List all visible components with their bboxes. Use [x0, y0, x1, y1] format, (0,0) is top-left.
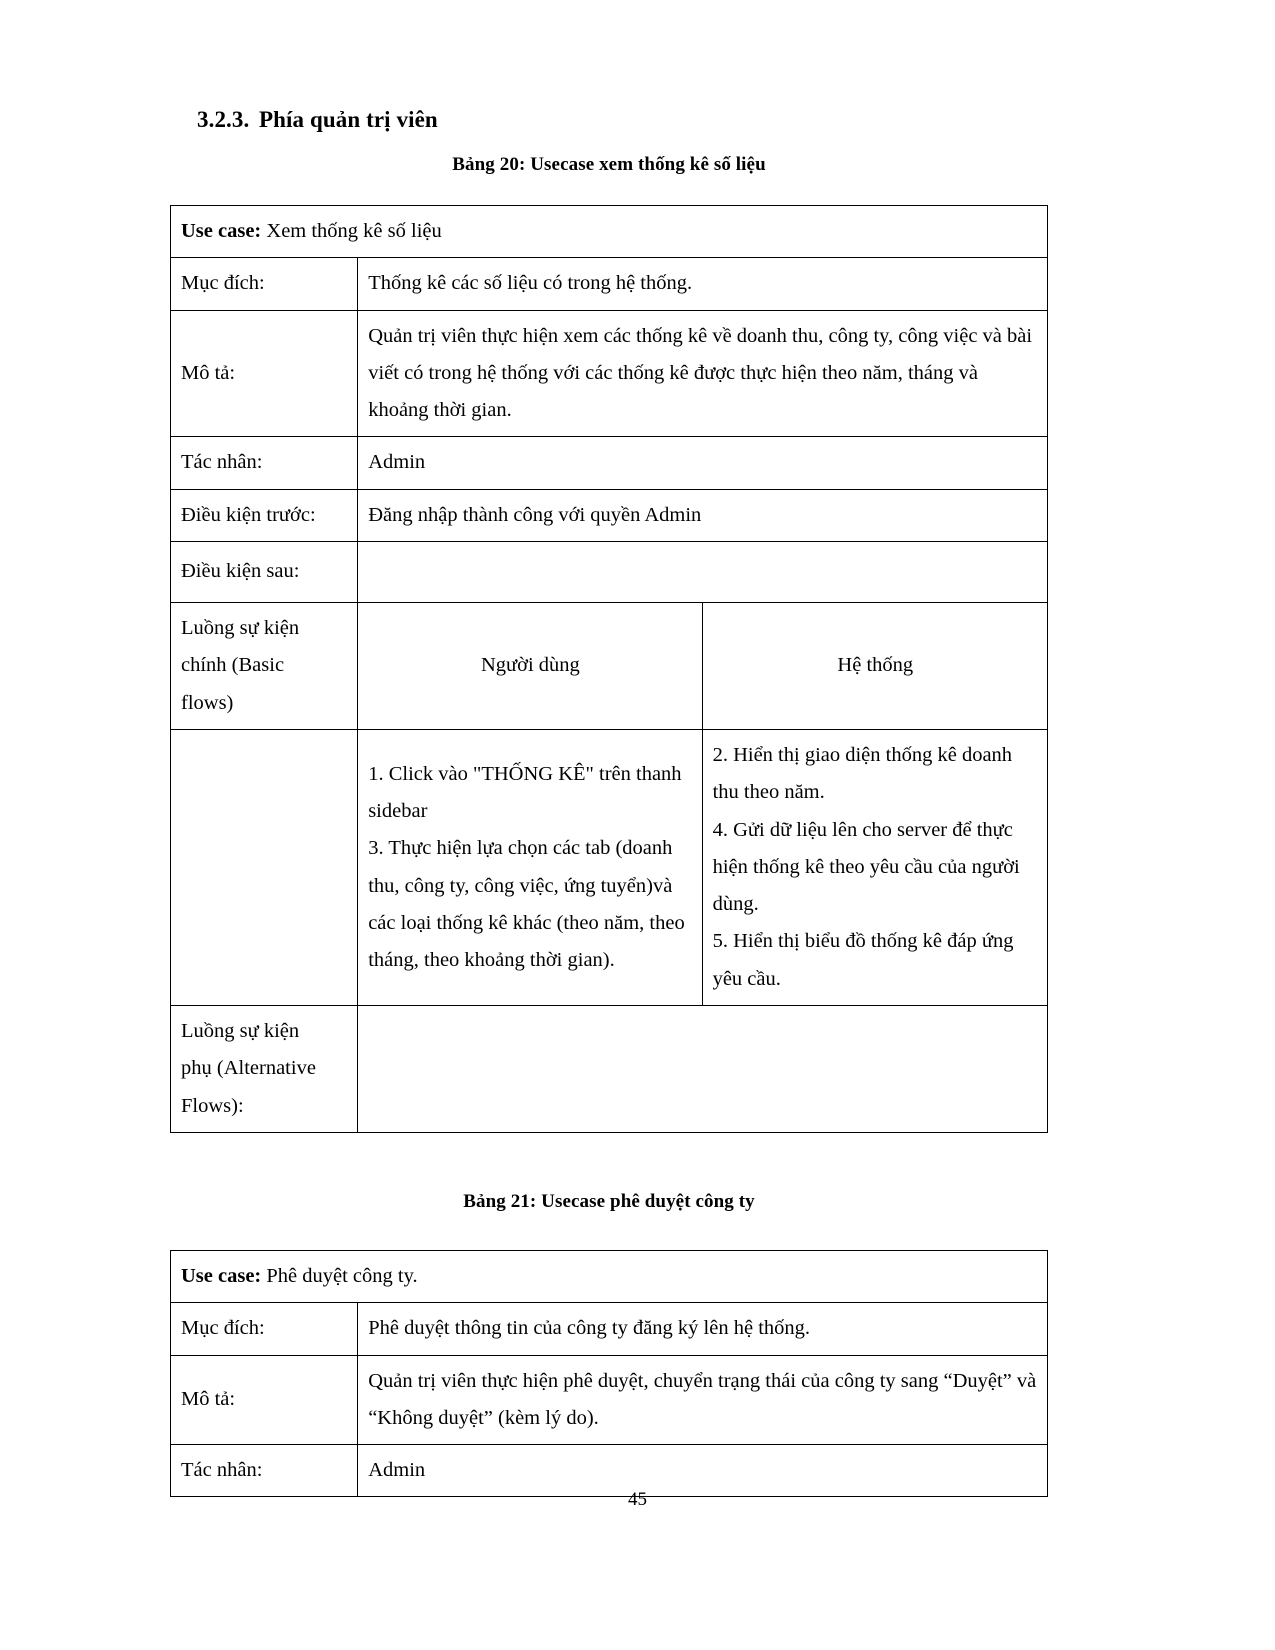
usecase-value: Xem thống kê số liệu [266, 220, 442, 242]
system-step-5: 5. Hiển thị biểu đồ thống kê đáp ứng yêu cầu. [712, 930, 1014, 990]
section-number: 3.2.3. [197, 107, 250, 132]
basic-flows-label [171, 603, 358, 730]
usecase-label-21: Use case: [181, 1264, 262, 1287]
page-content [170, 0, 1048, 1497]
row-value-mo-ta-21: Quản trị viên thực hiện phê duyệt, chuyển trạng thái của công ty sang “Duyệt” và “Không duyệt” (kèm lý do). [358, 1355, 1048, 1445]
basic-flows-column-user-header: Người dùng [358, 603, 702, 730]
table-21-caption: Bảng 21: Usecase phê duyệt công ty [463, 1190, 755, 1212]
row-value-dieu-kien-sau [358, 542, 1048, 603]
usecase-value-21: Phê duyệt công ty. [266, 1264, 418, 1287]
table-row [171, 437, 1048, 489]
table-row [171, 542, 1048, 603]
basic-flows-system-steps [702, 729, 1047, 1005]
basic-flows-column-system-header: Hệ thống [702, 603, 1047, 730]
row-value-tac-nhan: Admin [358, 437, 1048, 489]
basic-flows-label-line-2: chính (Basic [181, 654, 285, 677]
row-label-muc-dich-21: Mục đích: [171, 1303, 358, 1355]
system-step-2: 2. Hiển thị giao diện thống kê doanh thu theo năm. [712, 743, 1013, 804]
usecase-label: Use case: [181, 220, 262, 242]
basic-flows-user-steps [358, 729, 702, 1005]
alternative-flows-value [358, 1006, 1048, 1133]
row-label-tac-nhan-21: Tác nhân: [171, 1445, 358, 1497]
row-value-dieu-kien-truoc: Đăng nhập thành công với quyền Admin [358, 489, 1048, 541]
section-heading [170, 0, 1048, 133]
user-step-3: 3. Thực hiện lựa chọn các tab (doanh thu, công ty, công việc, ứng tuyển)và các loại thống kê khác (theo năm, theo tháng, theo khoảng thời gian). [368, 837, 685, 972]
table-20-caption: Bảng 20: Usecase xem thống kê số liệu [452, 154, 766, 175]
basic-flows-label-line-1: Luồng sự kiện [181, 617, 300, 640]
table-row [171, 603, 1048, 730]
table-row [171, 206, 1048, 258]
row-value-mo-ta: Quản trị viên thực hiện xem các thống kê về doanh thu, công ty, công việc và bài viết có trong hệ thống với các thống kê được thực hiện theo năm, tháng và khoảng thời gian. [358, 310, 1048, 437]
page-number: 45 [628, 1489, 647, 1510]
alternative-flows-label-line-1: Luồng sự kiện [181, 1020, 300, 1043]
table-row [171, 1250, 1048, 1302]
basic-flows-empty-label [171, 729, 358, 1005]
row-label-mo-ta-21: Mô tả: [171, 1355, 358, 1445]
alternative-flows-label [171, 1006, 358, 1133]
table-row [171, 1355, 1048, 1445]
row-label-mo-ta: Mô tả: [171, 310, 358, 437]
table-row [171, 729, 1048, 1005]
usecase-title-cell-21 [171, 1250, 1048, 1302]
basic-flows-label-line-3: flows) [181, 691, 234, 714]
usecase-title-cell [171, 206, 1048, 258]
row-value-tac-nhan-21: Admin [358, 1445, 1048, 1497]
usecase-table-21 [170, 1250, 1048, 1497]
table-row [171, 1303, 1048, 1355]
table-row [171, 489, 1048, 541]
usecase-table-20 [170, 205, 1048, 1133]
alternative-flows-label-line-2: phụ (Alternative [181, 1057, 316, 1080]
row-value-muc-dich-21: Phê duyệt thông tin của công ty đăng ký lên hệ thống. [358, 1303, 1048, 1355]
table-row [171, 1006, 1048, 1133]
table-row [171, 310, 1048, 437]
row-label-tac-nhan: Tác nhân: [171, 437, 358, 489]
table-row [171, 258, 1048, 310]
row-label-muc-dich: Mục đích: [171, 258, 358, 310]
system-step-4: 4. Gửi dữ liệu lên cho server để thực hiện thống kê theo yêu cầu của người dùng. [712, 818, 1020, 916]
row-value-muc-dich: Thống kê các số liệu có trong hệ thống. [358, 258, 1048, 310]
row-label-dieu-kien-sau: Điều kiện sau: [171, 542, 358, 603]
row-label-dieu-kien-truoc: Điều kiện trước: [171, 489, 358, 541]
alternative-flows-label-line-3: Flows): [181, 1094, 244, 1117]
section-title: Phía quản trị viên [259, 107, 438, 132]
user-step-1: 1. Click vào "THỐNG KÊ" trên thanh sidebar [368, 762, 682, 822]
